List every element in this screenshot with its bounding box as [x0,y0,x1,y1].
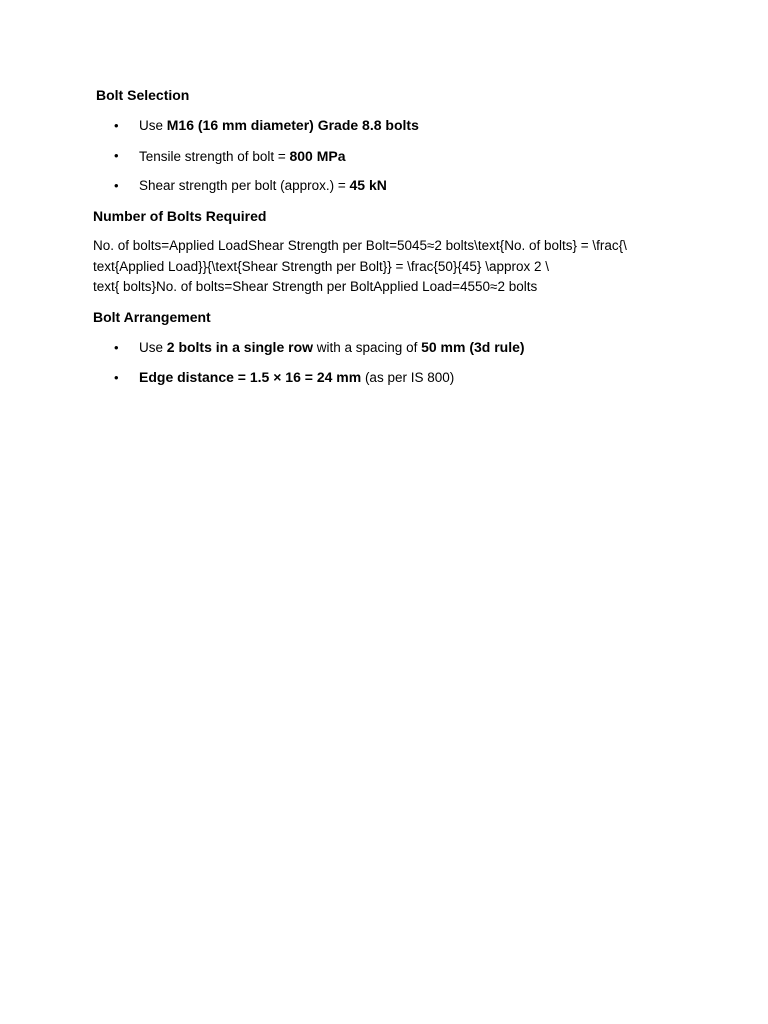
formula-line: text{Applied Load}}{\text{Shear Strength per Bolt}} = \frac{50}{45} \approx 2 \ [93,258,549,274]
bullet: • [114,118,119,133]
list-item: Shear strength per bolt (approx.) = 45 kN [139,177,387,193]
formula-line: text{ bolts}No. of bolts=Shear Strength per BoltApplied Load=4550≈2 bolts [93,279,538,295]
formula-line: No. of bolts=Applied LoadShear Strength per Bolt=5045≈2 bolts\text{No. of bolts} = \frac{\ [93,238,627,253]
heading-bolt-arrangement: Bolt Arrangement [93,309,211,325]
bullet: • [114,370,119,385]
bullet: • [114,178,119,193]
list-item: Tensile strength of bolt = 800 MPa [139,148,346,164]
bullet: • [114,148,119,163]
list-item: Edge distance = 1.5 × 16 = 24 mm (as per IS 800) [139,369,455,385]
heading-bolt-selection: Bolt Selection [96,87,190,103]
bullet: • [114,340,119,355]
heading-number-of-bolts: Number of Bolts Required [93,208,267,224]
bolt-count-formula [93,236,693,298]
list-item: Use 2 bolts in a single row with a spacing of 50 mm (3d rule) [139,339,525,355]
list-item: Use M16 (16 mm diameter) Grade 8.8 bolts [139,117,419,133]
